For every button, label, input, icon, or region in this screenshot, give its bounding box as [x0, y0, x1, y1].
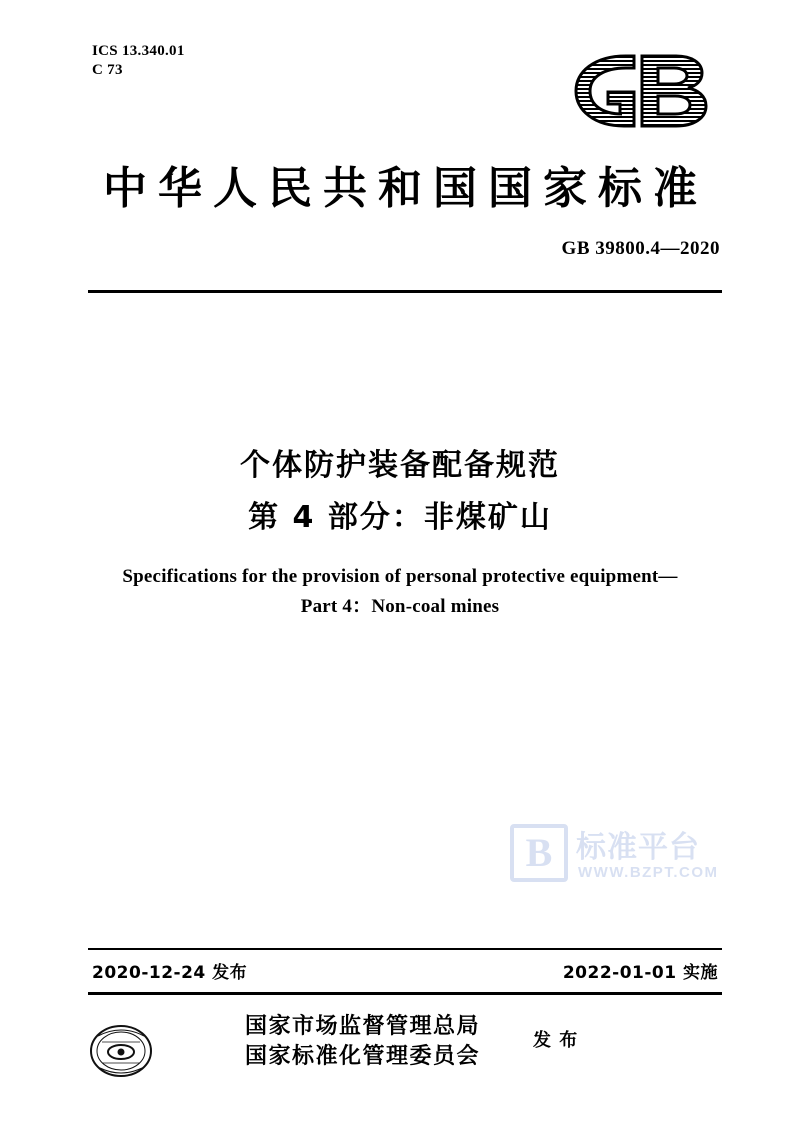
gb-logo-icon [564, 48, 722, 134]
page-title: 中华人民共和国国家标准 [103, 163, 708, 214]
watermark-url: WWW.BZPT.COM [578, 864, 719, 881]
watermark-logo-icon: B [510, 824, 568, 882]
document-title-line2: 第 4 部分：非煤矿山 [248, 500, 552, 535]
document-title-en-line1: Specifications for the provision of personal protective equipment— [122, 566, 678, 587]
issue-date: 2020-12-24 发布 [92, 963, 248, 983]
issuer-line-2: 国家标准化管理委员会 [245, 1044, 481, 1069]
effective-date: 2022-01-01 实施 [562, 963, 718, 983]
administration-emblem-icon [88, 1022, 154, 1080]
document-title-english [0, 562, 800, 622]
document-title [0, 442, 800, 542]
standard-number: GB 39800.4—2020 [561, 238, 720, 259]
ics-classification-block [92, 42, 185, 80]
ics-code: ICS 13.340.01 [92, 43, 185, 59]
ccs-code: C 73 [92, 62, 123, 78]
issue-label: 发 布 [533, 1030, 579, 1051]
watermark [510, 820, 740, 900]
header-divider [88, 290, 722, 293]
footer-divider-bottom [88, 992, 722, 995]
issuer-line-1: 国家市场监督管理总局 [245, 1014, 481, 1039]
footer-divider-top [88, 948, 722, 950]
document-title-en-line2: Part 4：Non-coal mines [300, 596, 500, 617]
document-title-line1: 个体防护装备配备规范 [240, 448, 560, 483]
issuing-organizations [245, 1012, 480, 1072]
watermark-brand: 标准平台 [576, 830, 700, 865]
